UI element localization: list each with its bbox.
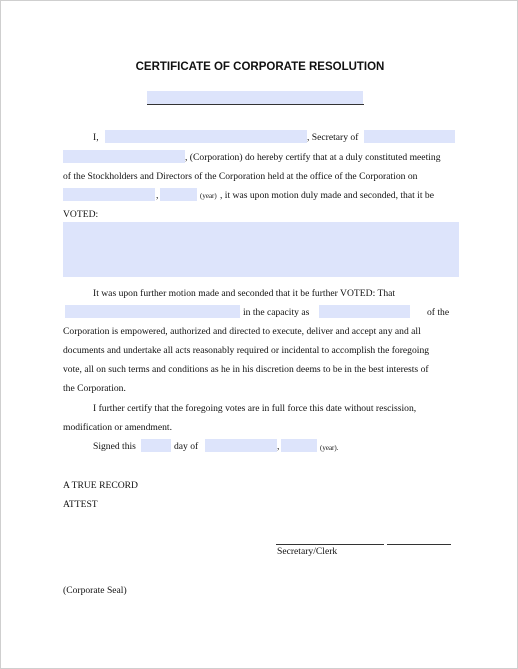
paragraph3-line2: modification or amendment. [63, 422, 172, 433]
meeting-year-field[interactable] [160, 188, 197, 201]
voted-label: VOTED: [63, 209, 99, 220]
i-label: I, [93, 132, 99, 143]
signed-year-field[interactable] [281, 439, 317, 452]
paragraph1-line3 [63, 171, 455, 182]
corporation-name-field[interactable] [364, 130, 455, 143]
secretary-clerk-label: Secretary/Clerk [277, 546, 338, 557]
secretary-of-text: , Secretary of [307, 132, 359, 143]
signature-line [276, 544, 384, 545]
attest-label: ATTEST [63, 499, 98, 510]
signature-line-extension [387, 544, 451, 545]
paragraph2-line6: the Corporation. [63, 383, 126, 394]
meeting-date-field[interactable] [63, 188, 155, 201]
resolution-text-area[interactable] [63, 222, 459, 277]
day-of-text: day of [174, 441, 199, 452]
corporate-seal-label: (Corporate Seal) [63, 585, 127, 596]
true-record-label: A TRUE RECORD [63, 480, 138, 491]
corporation-field[interactable] [63, 150, 185, 163]
paragraph3-line1: I further certify that the foregoing votes are in full force this date without rescission, [93, 403, 417, 414]
paragraph1-line3-text: of the Stockholders and Directors of the Corporation held at the office of the Corporation on [63, 171, 418, 182]
paragraph2-line4: documents and undertake all acts reasonably required or incidental to accomplish the foregoing [63, 345, 430, 356]
signed-month-field[interactable] [205, 439, 280, 452]
paragraph2-line5: vote, all on such terms and conditions as he in his discretion deems to be in the best interests of [63, 364, 429, 375]
signed-this-text: Signed this [93, 441, 136, 452]
document-title: CERTIFICATE OF CORPORATE RESOLUTION [135, 61, 385, 73]
name-field[interactable] [105, 130, 307, 143]
capacity-field[interactable] [319, 305, 410, 318]
corporation-certify-text: , (Corporation) do hereby certify that at a duly constituted meeting [185, 152, 441, 163]
year-label: (year) [200, 192, 217, 200]
officer-name-field[interactable] [65, 305, 240, 318]
signed-comma: , [277, 441, 280, 452]
paragraph1-line4-tail: , it was upon motion duly made and seconded, that it be [220, 190, 434, 201]
signed-day-field[interactable] [141, 439, 171, 452]
resolution-name-field[interactable] [147, 91, 363, 104]
signed-year-label: (year). [320, 444, 339, 452]
paragraph2-line1: It was upon further motion made and seconded that it be further VOTED: That [93, 288, 396, 299]
date-comma: , [156, 190, 159, 201]
resolution-name-underline [147, 104, 364, 105]
of-the-text: of the [427, 307, 450, 318]
paragraph2-line3: Corporation is empowered, authorized and directed to execute, deliver and accept any and all [63, 326, 421, 337]
capacity-as-text: in the capacity as [243, 307, 310, 318]
